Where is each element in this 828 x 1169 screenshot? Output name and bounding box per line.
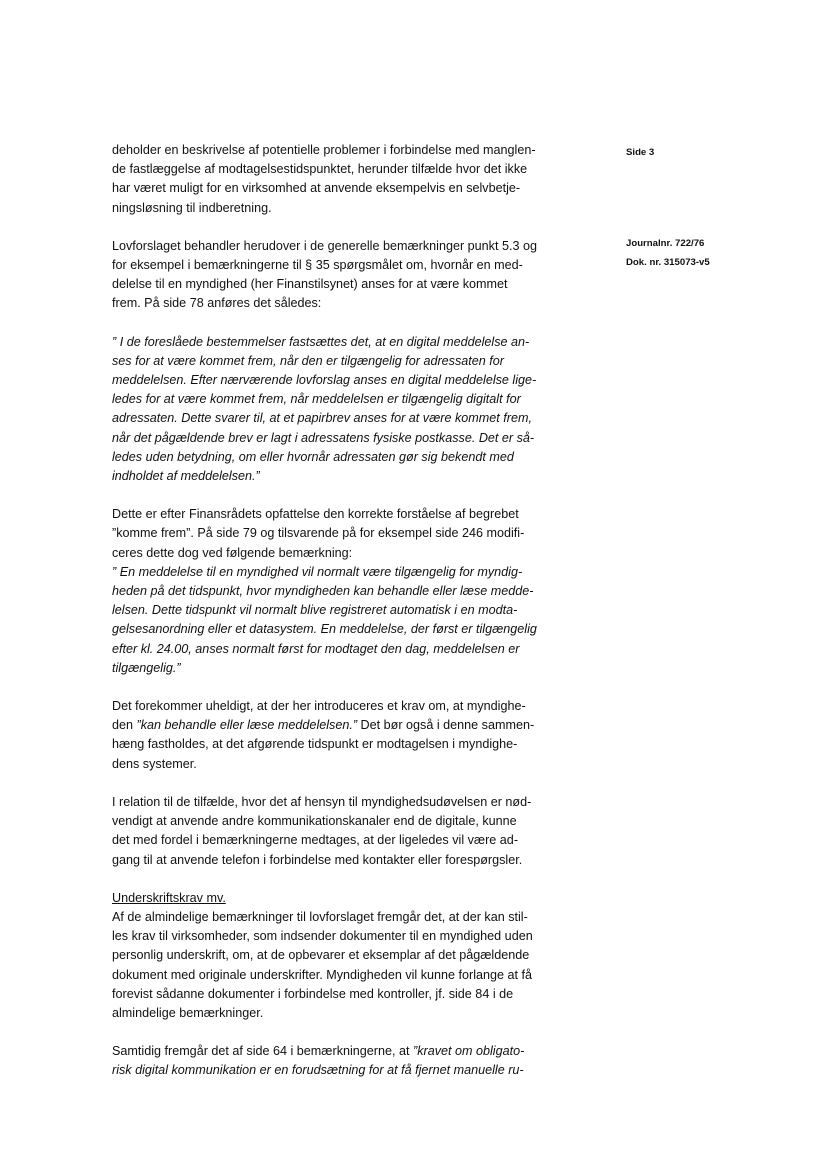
text-line: ”komme frem”. På side 79 og tilsvarende på for eksempel side 246 modifi- — [112, 526, 525, 541]
document-number: Dok. nr. 315073-v5 — [626, 257, 710, 268]
main-text — [112, 141, 594, 1100]
text-line: ” I de foreslåede bestemmelser fastsættes det, at en digital meddelelse an- — [112, 334, 530, 349]
text-line: vendigt at anvende andre kommunikationskanaler end de digitale, kunne — [112, 814, 517, 829]
paragraph-7 — [112, 1042, 594, 1080]
text-line: lelsen. Dette tidspunkt vil normalt blive registreret automatisk i en modta- — [112, 603, 518, 618]
text-line: ledes uden betydning, om eller hvornår adressaten gør sig bekendt med — [112, 449, 514, 464]
text-line: Lovforslaget behandler herudover i de generelle bemærkninger punkt 5.3 og — [112, 238, 537, 253]
text-line: når det pågældende brev er lagt i adressatens fysiske postkasse. Det er så- — [112, 430, 535, 445]
text-line: har været muligt for en virksomhed at anvende eksempelvis en selvbetje- — [112, 181, 521, 196]
text-line: I relation til de tilfælde, hvor det af hensyn til myndighedsudøvelsen er nød- — [112, 794, 532, 809]
text-line: les krav til virksomheder, som indsender dokumenter til en myndighed uden — [112, 929, 533, 944]
text-line: adressaten. Dette svarer til, at et papirbrev anses for at være kommet frem, — [112, 411, 532, 426]
text-line: for eksempel i bemærkningerne til § 35 spørgsmålet om, hvornår en med- — [112, 258, 523, 273]
text-line: almindelige bemærkninger. — [112, 1005, 264, 1020]
text-line: dens systemer. — [112, 756, 197, 771]
text-run: den — [112, 718, 137, 733]
text-line: deholder en beskrivelse af potentielle problemer i forbindelse med manglen- — [112, 143, 536, 157]
inline-quote: ”kan behandle eller læse meddelelsen.” — [136, 718, 358, 733]
text-line: heden på det tidspunkt, hvor myndigheden kan behandle eller læse medde- — [112, 584, 534, 599]
text-line: det med fordel i bemærkningerne medtages, at der ligeledes vil være ad- — [112, 833, 519, 848]
text-line: Det forekommer uheldigt, at der her introduceres et krav om, at myndighe- — [112, 699, 526, 714]
text-line — [112, 716, 594, 735]
journal-number: Journalnr. 722/76 — [626, 238, 705, 249]
text-line: personlig underskrift, om, at de opbevarer et eksemplar af det pågældende — [112, 948, 530, 963]
text-line: ledes for at være kommet frem, når meddelelsen er tilgængelig digitalt for — [112, 392, 521, 407]
paragraph-5 — [112, 793, 594, 870]
page-number: Side 3 — [626, 147, 655, 158]
inline-quote: ”kravet om obligato- — [413, 1044, 525, 1059]
quote-2 — [112, 563, 594, 678]
text-run: Samtidig fremgår det af side 64 i bemærkningerne, at — [112, 1044, 414, 1059]
text-line: meddelelsen. Efter nærværende lovforslag anses en digital meddelelse lige- — [112, 373, 537, 388]
text-line: de fastlæggelse af modtagelsestidspunktet, herunder tilfælde hvor det ikke — [112, 162, 528, 177]
text-line: ” En meddelelse til en myndighed vil normalt være tilgængelig for myndig- — [112, 564, 523, 579]
text-line: ses for at være kommet frem, når den er tilgængelig for adressaten for — [112, 353, 504, 368]
paragraph-1 — [112, 141, 594, 218]
text-line: ningsløsning til indberetning. — [112, 200, 272, 215]
text-line: indholdet af meddelelsen.” — [112, 469, 260, 484]
text-line: dokument med originale underskrifter. Myndigheden vil kunne forlange at få — [112, 967, 533, 982]
text-run: Det bør også i denne sammen- — [357, 718, 535, 733]
text-line: forevist sådanne dokumenter i forbindelse med kontroller, jf. side 84 i de — [112, 986, 514, 1001]
text-line: hæng fastholdes, at det afgørende tidspunkt er modtagelsen i myndighe- — [112, 737, 518, 752]
section-heading: Underskriftskrav mv. — [112, 890, 226, 905]
text-line: ceres dette dog ved følgende bemærkning: — [112, 545, 353, 560]
text-line: delelse til en myndighed (her Finanstilsynet) anses for at være kommet — [112, 277, 508, 292]
text-line — [112, 1042, 594, 1061]
text-line: frem. På side 78 anføres det således: — [112, 296, 322, 311]
text-line: gang til at anvende telefon i forbindelse med kontakter eller forespørgsler. — [112, 852, 523, 867]
paragraph-2 — [112, 237, 594, 314]
text-line: Af de almindelige bemærkninger til lovforslaget fremgår det, at der kan stil- — [112, 909, 528, 924]
text-line: risk digital kommunikation er en forudsætning for at få fjernet manuelle ru- — [112, 1063, 524, 1078]
text-line: Dette er efter Finansrådets opfattelse den korrekte forståelse af begrebet — [112, 507, 519, 522]
paragraph-4 — [112, 697, 594, 774]
quote-1 — [112, 333, 594, 487]
paragraph-3 — [112, 505, 594, 563]
text-line: gelsesanordning eller et datasystem. En meddelelse, der først er tilgængelig — [112, 622, 537, 637]
text-line: tilgængelig.” — [112, 660, 181, 675]
section-underskriftskrav — [112, 889, 594, 1023]
text-line: efter kl. 24.00, anses normalt først for modtaget den dag, meddelelsen er — [112, 641, 520, 656]
